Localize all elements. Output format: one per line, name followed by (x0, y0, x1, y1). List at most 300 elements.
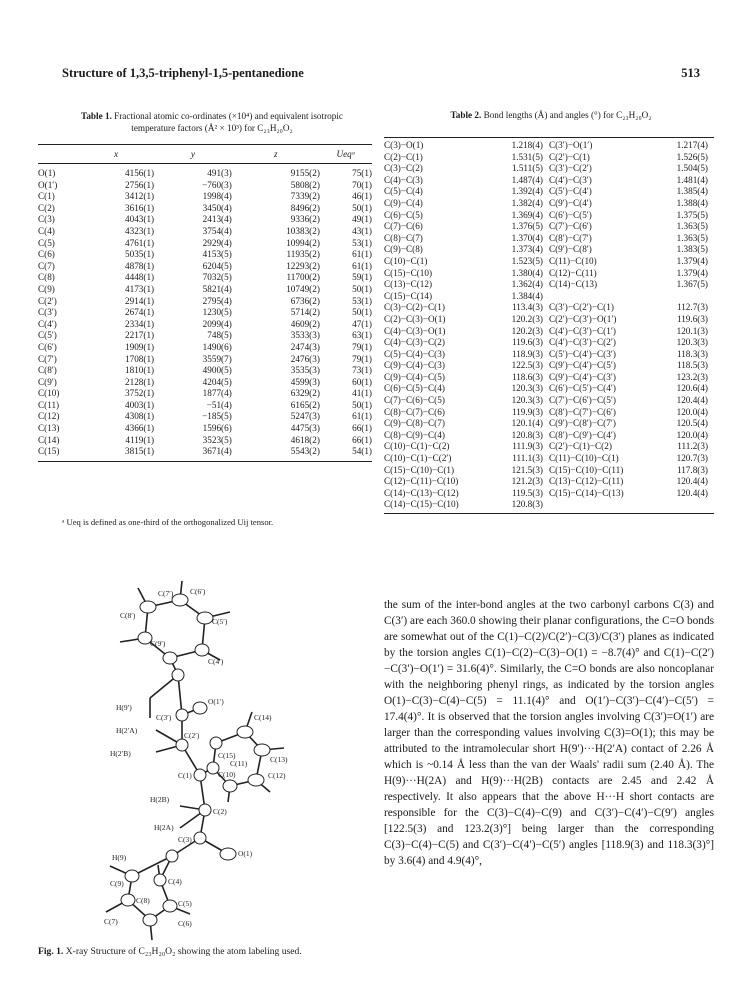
label-c4: C(4) (168, 877, 182, 886)
table1-cell: 5543(2) (232, 446, 320, 461)
bond-name: C(14)−C(13)−C(12) (384, 487, 459, 498)
table1-cell: 5247(3) (290, 411, 320, 422)
table2-row (384, 152, 714, 164)
table1-cell: 66(1) (352, 434, 372, 445)
bond-name: C(3)−O(1) (384, 140, 424, 150)
bond-name: C(9)−C(8)−C(7) (384, 418, 445, 429)
table1-cell: 2929(4) (202, 237, 232, 248)
bond-name: C(9′)−C(4′) (548, 197, 592, 208)
table2-row (384, 441, 714, 453)
running-title: Structure of 1,3,5-triphenyl-1,5-pentanedione (62, 66, 304, 80)
bond-name: C(3′)−O(1′) (548, 140, 593, 150)
table2-row (384, 418, 714, 430)
bond-name: C(12)−C(11) (548, 267, 597, 278)
atom-label: C(12) (38, 411, 60, 422)
atom-label: C(8) (38, 272, 55, 283)
bond-name: C(2′)−C(3′)−O(1′) (548, 313, 617, 324)
table2-row (384, 499, 714, 511)
atom-label: C(3′) (38, 307, 57, 318)
table1-row (38, 180, 372, 192)
bond-name: C(2′)−C(1)−C(2) (548, 441, 612, 452)
bond-value: 123.2(3) (676, 371, 708, 382)
table1-row (38, 365, 372, 377)
bond-name (549, 291, 659, 303)
table1-cell: 61(1) (352, 411, 372, 422)
table2-row (384, 395, 714, 407)
bond-value: 120.8(3) (511, 429, 543, 440)
bond-name: C(6′)−C(5′) (548, 209, 592, 220)
table1-cell: 3815(1) (78, 446, 154, 461)
table2-row (384, 360, 714, 372)
bond-value (659, 499, 714, 511)
table1-col-z: z (232, 145, 320, 164)
table2-row (384, 175, 714, 187)
bond-value: 119.5(3) (511, 487, 543, 498)
bond-value: 1.383(5) (676, 244, 708, 255)
table1-cell: 4609(2) (290, 318, 320, 329)
atom-label: C(9) (38, 283, 55, 294)
table1-cell: 43(1) (352, 225, 372, 236)
table1-cell: 11700(2) (286, 272, 320, 283)
label-c6: C(6) (178, 919, 192, 928)
table1-row (38, 377, 372, 389)
table1-cell: 2914(1) (125, 295, 155, 306)
bond-name: C(3)−C(2)−C(1) (384, 302, 445, 313)
table1-cell: 6165(2) (290, 399, 320, 410)
table1-row (38, 319, 372, 331)
atom-label: C(5) (38, 237, 55, 248)
bond-name: C(7)−C(6) (384, 221, 423, 232)
table2-row (384, 326, 714, 338)
bond-value: 120.4(4) (676, 476, 708, 487)
bond-name: C(11)−C(10)−C(1) (548, 453, 619, 464)
label-c12: C(12) (268, 771, 286, 780)
table1-row (38, 446, 372, 461)
atom-label: C(6) (38, 249, 55, 260)
table2-row (384, 221, 714, 233)
bond-value: 1.504(5) (676, 163, 708, 174)
bond-value: 121.5(3) (511, 464, 543, 475)
bond-name: C(7)−C(6)−C(5) (384, 395, 445, 406)
label-c1: C(1) (178, 771, 192, 780)
table1-row (38, 164, 372, 180)
bond-value: 1.392(4) (511, 186, 543, 197)
table1-cell: 79(1) (352, 341, 372, 352)
bond-name: C(14)−C(15)−C(10) (384, 499, 459, 510)
table1-cell: 3752(1) (125, 388, 155, 399)
atom-label: C(11) (38, 399, 60, 410)
table1-cell: 4448(1) (125, 272, 155, 283)
table1-row (38, 400, 372, 412)
table1-cell: 1877(4) (202, 388, 232, 399)
table1-cell: 4900(5) (202, 365, 232, 376)
figure-label: Fig. 1. (38, 946, 64, 957)
table1-cell: 10994(2) (286, 237, 320, 248)
table1-cell: 1490(6) (202, 341, 232, 352)
label-c11: C(11) (230, 759, 248, 768)
body-text (384, 597, 714, 869)
table1-cell: 4878(1) (125, 260, 155, 271)
atom-label: C(6′) (38, 341, 57, 352)
bond-name: C(8)−C(7)−C(6) (384, 406, 445, 417)
bond-value: 1.531(5) (511, 151, 543, 162)
table2 (384, 137, 714, 514)
table1-cell: 50(1) (352, 202, 372, 213)
table2-body (384, 140, 714, 511)
table1-cell: 4043(1) (125, 214, 155, 225)
table1-cell: 70(1) (352, 179, 372, 190)
table1-col-y: y (154, 145, 232, 164)
bond-name: C(7′)−C(6′) (548, 221, 592, 232)
bond-value: 120.8(3) (511, 499, 543, 510)
table1-cell: 4475(3) (290, 423, 320, 434)
bond-value: 119.6(3) (511, 337, 543, 348)
bond-value: 1.370(4) (511, 232, 543, 243)
table1-cell: 79(1) (352, 353, 372, 364)
table1-cell: 3559(7) (202, 353, 232, 364)
table2-caption (386, 110, 716, 120)
table2-row (384, 163, 714, 175)
label-c3: C(3) (178, 835, 192, 844)
table1-cell: 1596(6) (202, 423, 232, 434)
table1-row (38, 296, 372, 308)
bond-value: 1.523(5) (511, 255, 543, 266)
bond-name: C(9′)−C(8′) (548, 244, 592, 255)
bond-value: 1.218(4) (511, 140, 543, 150)
table1-header-row (38, 145, 372, 164)
table1-cell: 59(1) (352, 272, 372, 283)
bond-name: C(15)−C(14) (384, 290, 433, 301)
bond-name: C(6)−C(5) (384, 209, 423, 220)
table1-cell: 4618(2) (290, 434, 320, 445)
table1-row (38, 249, 372, 261)
table1-cell: 3616(1) (125, 202, 155, 213)
bond-value: 120.2(3) (511, 313, 543, 324)
table1-cell: 5714(2) (290, 307, 320, 318)
table1-row (38, 330, 372, 342)
table1-row (38, 423, 372, 435)
table1 (38, 144, 372, 462)
bond-value: 118.9(3) (511, 348, 543, 359)
table2-row (384, 407, 714, 419)
bond-value: 1.369(4) (511, 209, 543, 220)
label-c14: C(14) (254, 713, 272, 722)
table1-cell: 2674(1) (125, 307, 155, 318)
table1-cell: 6204(5) (202, 260, 232, 271)
bond-value: 1.379(4) (676, 255, 708, 266)
label-h2pb: H(2′B) (110, 749, 131, 758)
bond-value: 117.8(3) (676, 464, 708, 475)
table1-cell: 2474(3) (290, 341, 320, 352)
bond-value: 120.2(3) (511, 325, 543, 336)
bond-name: C(10)−C(1)−C(2′) (384, 453, 452, 464)
bond-value: 120.3(3) (676, 337, 708, 348)
bond-name: C(3′)−C(2′) (548, 163, 592, 174)
figure-caption (38, 946, 374, 957)
bond-name: C(8′)−C(7′) (548, 232, 592, 243)
table1-footnote: ᵃ Ueq is defined as one-third of the orthogonalized Uij tensor. (62, 517, 274, 527)
atoms (121, 594, 270, 926)
bond-value: 111.9(3) (512, 441, 543, 452)
label-h9: H(9) (112, 853, 127, 862)
label-c7p: C(7′) (158, 589, 174, 598)
bond-value: 120.6(4) (676, 383, 708, 394)
table1-cell: 7032(5) (202, 272, 232, 283)
table1-cell: 53(1) (352, 295, 372, 306)
body-paragraph: the sum of the inter-bond angles at the two carbonyl carbons C(3) and C(3′) are each 360.0 showing their planar configurations, the C=O bonds are somewhat out of the C(1)−C(2)/C(2′)−C(3)/C(3′) planes as indicated by the torsion angles C(1)−C(2)−C(3)−O(1) = −8.7(4)° and C(1)−C(2′)−C(3′)−O(1′) = 31.6(4)°. Similarly, the C=O bonds are also noncoplanar with the neighboring phenyl rings, as indicated by the torsion angles O(1)−C(3)−C(4)−C(5) = 11.1(4)° and O(1′)−C(3′)−C(4′)−C(5′) = 17.4(4)°. It is observed that the torsion angles involving C(3′)=O(1′) are larger than the corresponding values involving C(3)=O(1); this may be attributed to the intramolecular short H(9′)···H(2′A) contact of 2.26 Å which is ~0.14 Å less than the van der Waals' radii sum (2.40 Å). The H(9)···H(2A) and H(9)···H(2B) contacts are 2.45 and 2.42 Å respectively. It also appears that the above H···H short contacts are responsible for the C(3)−C(4)−C(9) and C(3′)−C(4′)−C(9′) angles [122.5(3) and 123.2(3)°] being larger than the corresponding C(3)−C(4)−C(5) and C(3′)−C(4′)−C(5′) angles [118.9(3) and 118.3(3)°] by 3.6(4) and 4.9(4)°, (384, 599, 714, 867)
bond-value: 1.363(5) (676, 232, 708, 243)
bond-name: C(9′)−C(4′)−C(5′) (548, 360, 616, 371)
bond-name: C(9′)−C(8′)−C(7′) (548, 418, 616, 429)
bond-value: 120.7(3) (676, 453, 708, 464)
bond-name: C(5)−C(4)−C(3) (384, 348, 445, 359)
table1-cell: 5821(4) (202, 283, 232, 294)
bond-name: C(15)−C(10)−C(11) (548, 464, 624, 475)
atom-label: O(1) (38, 168, 56, 178)
bond-name: C(8′)−C(9′)−C(4′) (548, 429, 616, 440)
table1-cell: 1708(1) (125, 353, 155, 364)
bond-value: 1.384(4) (511, 290, 543, 301)
label-c6p: C(6′) (190, 587, 206, 596)
table1-caption (62, 110, 362, 134)
table1-col-x: x (78, 145, 154, 164)
bond-value: 1.367(5) (676, 279, 708, 290)
table1-cell: 491(3) (207, 168, 232, 178)
bond-value: 120.4(4) (676, 487, 708, 498)
table1-cell: 2413(4) (202, 214, 232, 225)
bond-value: 118.5(3) (676, 360, 708, 371)
table1-cell: −760(3) (202, 179, 232, 190)
table1-cell: 53(1) (352, 237, 372, 248)
table1-cell: 4308(1) (125, 411, 155, 422)
bond-name: C(9′)−C(4′)−C(3′) (548, 371, 616, 382)
table1-cell: 2099(4) (202, 318, 232, 329)
bond-value: 1.362(4) (511, 279, 543, 290)
bond-value: 1.373(4) (511, 244, 543, 255)
bond-value: 120.1(4) (511, 418, 543, 429)
table2-row (384, 465, 714, 477)
bond-value: 121.2(3) (511, 476, 543, 487)
table1-caption-text: Fractional atomic co-ordinates (×10⁴) and equivalent isotropic temperature factors (Å² × 10³) for C₂₃H₂₀O₂ (114, 111, 343, 133)
atom-label: C(9′) (38, 376, 57, 387)
table2-row (384, 256, 714, 268)
table1-cell: 3523(5) (202, 434, 232, 445)
bond-value: 1.526(5) (676, 151, 708, 162)
bond-value: 120.0(4) (676, 429, 708, 440)
bond-name: C(8)−C(9)−C(4) (384, 429, 445, 440)
label-h2b: H(2B) (150, 795, 170, 804)
table1-cell: 4153(5) (202, 249, 232, 260)
bond-name: C(8′)−C(7′)−C(6′) (548, 406, 616, 417)
label-c7: C(7) (104, 917, 118, 926)
table1-cell: 7339(2) (290, 191, 320, 202)
table2-row (384, 140, 714, 152)
bond-name: C(6)−C(5)−C(4) (384, 383, 445, 394)
table1-col-ueq: Ueqᵃ (320, 145, 372, 164)
table1-row (38, 272, 372, 284)
bond-value: 112.7(3) (676, 302, 708, 313)
bond-value: 111.1(3) (512, 453, 543, 464)
bond-name: C(3′)−C(2′)−C(1) (548, 302, 614, 313)
label-c8p: C(8′) (120, 611, 136, 620)
atom-label: C(2′) (38, 295, 57, 306)
table1-cell: 2476(3) (290, 353, 320, 364)
table2-label: Table 2. (450, 110, 482, 120)
bond-name (549, 499, 659, 511)
table1-cell: 3412(1) (125, 191, 155, 202)
bond-name: C(9)−C(4) (384, 197, 423, 208)
bond-value: 1.511(5) (511, 163, 543, 174)
table1-label: Table 1. (81, 111, 112, 121)
table1-cell: 5808(2) (290, 179, 320, 190)
table2-row (384, 186, 714, 198)
table1-cell: −51(4) (206, 399, 232, 410)
table1-cell: 3450(4) (202, 202, 232, 213)
table1-col-atom (38, 145, 78, 164)
bond-value: 120.4(4) (676, 395, 708, 406)
table1-cell: 6736(2) (290, 295, 320, 306)
table1-row (38, 307, 372, 319)
label-h9p: H(9′) (116, 703, 132, 712)
bond-value: 120.1(3) (676, 325, 708, 336)
table1-cell: 75(1) (352, 168, 372, 178)
atom-label: C(13) (38, 423, 60, 434)
table1-cell: 49(1) (352, 214, 372, 225)
bond-name: C(9)−C(4)−C(3) (384, 360, 445, 371)
table2-row (384, 268, 714, 280)
table1-cell: 46(1) (352, 191, 372, 202)
label-c5: C(5) (178, 899, 192, 908)
table1-row (38, 411, 372, 423)
table1-cell: 5035(1) (125, 249, 155, 260)
bond-name: C(3)−C(2) (384, 163, 423, 174)
table2-row (384, 210, 714, 222)
bond-value: 118.6(3) (511, 371, 543, 382)
table1-cell: 8496(2) (290, 202, 320, 213)
table1-cell: 4599(3) (290, 376, 320, 387)
figure-caption-text: X-ray Structure of C₂₃H₂₀O₂ showing the atom labeling used. (65, 946, 302, 957)
atom-label: C(7) (38, 260, 55, 271)
table1-cell: 1230(5) (202, 307, 232, 318)
table1-cell: 63(1) (352, 330, 372, 341)
bond-value: 120.0(4) (676, 406, 708, 417)
table1-cell: 50(1) (352, 399, 372, 410)
table1-cell: 4119(1) (125, 434, 155, 445)
bond-name: C(14)−C(13) (548, 279, 598, 290)
bond-value: 120.3(3) (511, 395, 543, 406)
atom-label: C(4′) (38, 318, 57, 329)
table1-cell: −185(5) (202, 411, 232, 422)
bond-name: C(10)−C(1)−C(2) (384, 441, 450, 452)
bond-value: 118.3(3) (676, 348, 708, 359)
bond-value: 1.376(5) (511, 221, 543, 232)
table1-cell: 50(1) (352, 307, 372, 318)
table1-cell: 54(1) (320, 446, 372, 461)
label-c2: C(2) (213, 807, 227, 816)
bond-name: C(13)−C(12) (384, 279, 433, 290)
label-c10: C(10) (218, 770, 236, 779)
table1-cell: 3535(3) (290, 365, 320, 376)
table1-cell: 4173(1) (125, 283, 155, 294)
bond-value: 1.363(5) (676, 221, 708, 232)
table1-row (38, 354, 372, 366)
table1-cell: 73(1) (352, 365, 372, 376)
atom-label: C(14) (38, 434, 60, 445)
atom-label: C(7′) (38, 353, 57, 364)
table2-row (384, 337, 714, 349)
bond-value: 111.2(3) (677, 441, 708, 452)
table1-cell: 10749(2) (286, 283, 320, 294)
table1-row (38, 284, 372, 296)
label-o1: O(1) (238, 849, 253, 858)
table1-cell: 3671(4) (154, 446, 232, 461)
bond-name: C(13)−C(12)−C(11) (548, 476, 624, 487)
table1-cell: 2128(1) (125, 376, 155, 387)
table2-row (384, 244, 714, 256)
table1-cell: 2795(4) (202, 295, 232, 306)
bond-value: 1.481(4) (676, 174, 708, 185)
table2-row (384, 383, 714, 395)
table1-cell: 66(1) (352, 423, 372, 434)
bond-name: C(4′)−C(3′)−C(2′) (548, 337, 616, 348)
table2-row (384, 349, 714, 361)
table1-row (38, 214, 372, 226)
table1-cell: 41(1) (352, 388, 372, 399)
table1-body (38, 164, 372, 462)
bond-name: C(10)−C(1) (384, 255, 428, 266)
table2-row (384, 198, 714, 210)
table1-row (38, 191, 372, 203)
table1-cell: 9336(2) (290, 214, 320, 225)
bond-value: 1.487(4) (511, 174, 543, 185)
bond-name: C(5′)−C(4′) (548, 186, 592, 197)
table1-cell: 1998(4) (202, 191, 232, 202)
bond-value: 1.379(4) (676, 267, 708, 278)
bond-value: 1.388(4) (676, 197, 708, 208)
table2-row (384, 302, 714, 314)
table1-cell: 2217(1) (125, 330, 155, 341)
table1-cell: 6329(2) (290, 388, 320, 399)
atom-label: C(4) (38, 225, 55, 236)
bond-name: C(9)−C(4)−C(5) (384, 371, 445, 382)
atom-label: O(1′) (38, 179, 58, 190)
table1-cell: 4366(1) (125, 423, 155, 434)
table1-cell: 4204(5) (202, 376, 232, 387)
bond-name: C(4)−C(3) (384, 174, 423, 185)
label-c13: C(13) (270, 755, 288, 764)
table1-cell: 12293(2) (286, 260, 320, 271)
bond-value: 119.6(3) (676, 313, 708, 324)
table1-row (38, 226, 372, 238)
table1-cell: 60(1) (352, 376, 372, 387)
label-h2a: H(2A) (154, 823, 174, 832)
bond-name: C(9)−C(8) (384, 244, 423, 255)
bond-name: C(2′)−C(1) (548, 151, 590, 162)
label-c8: C(8) (136, 896, 150, 905)
label-h2pa: H(2′A) (116, 726, 138, 735)
table1-cell: 1810(1) (125, 365, 155, 376)
bond-value: 1.380(4) (511, 267, 543, 278)
table1-row (38, 388, 372, 400)
table1-cell: 10383(2) (286, 225, 320, 236)
atom-label: C(2) (38, 202, 55, 213)
table1-cell: 4323(1) (125, 225, 155, 236)
table1-cell: 4761(1) (125, 237, 155, 248)
bond-name: C(6′)−C(5′)−C(4′) (548, 383, 616, 394)
table1-cell: 61(1) (352, 249, 372, 260)
bond-name: C(11)−C(10) (548, 255, 597, 266)
bond-name: C(15)−C(14)−C(13) (548, 487, 624, 498)
